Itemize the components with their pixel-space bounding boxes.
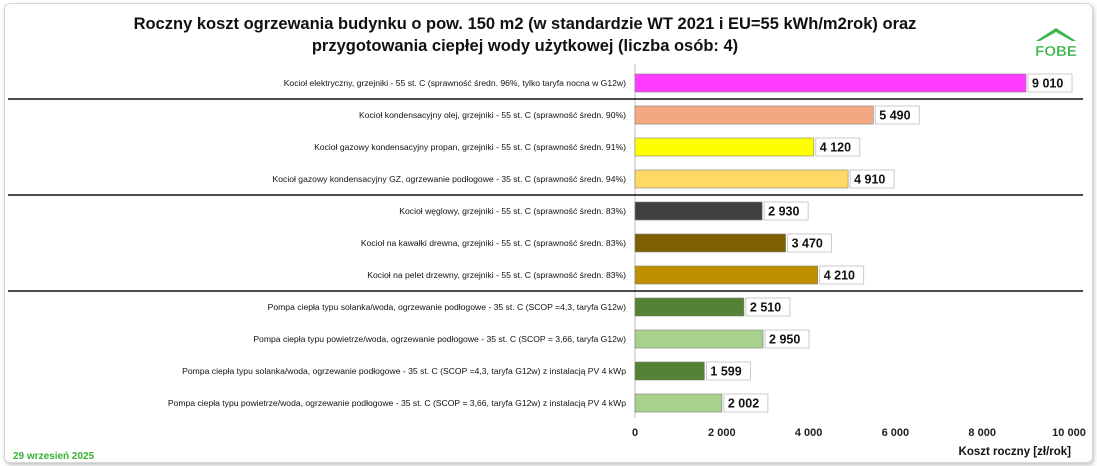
bar <box>635 74 1026 92</box>
category-label: Kocioł węglowy, grzejniki - 55 st. C (sprawność średn. 83%) <box>399 206 626 216</box>
data-label: 2 510 <box>749 300 782 315</box>
chart-title-line-1: Roczny koszt ogrzewania budynku o pow. 150 m2 (w standardzie WT 2021 i EU=55 kWh/m2rok) oraz <box>133 15 917 33</box>
data-label: 9 010 <box>1032 76 1064 91</box>
bar <box>635 362 704 380</box>
category-label: Kocioł elektryczny, grzejniki - 55 st. C (sprawność średn. 96%, tylko taryfa nocna w G12w) <box>283 78 626 88</box>
x-tick-label: 10 000 <box>1052 427 1086 439</box>
data-label: 5 490 <box>879 108 911 123</box>
x-tick-label: 0 <box>631 427 639 439</box>
x-tick-label: 8 000 <box>968 427 996 439</box>
bar <box>635 234 786 252</box>
category-label: Pompa ciepła typu powietrze/woda, ogrzewanie podłogowe - 35 st. C (SCOP = 3,66, taryfa G12w) <box>253 334 626 344</box>
category-label: Pompa ciepła typu powietrze/woda, ogrzewanie podłogowe - 35 st. C (SCOP = 3,66, taryfa G12w) z instalacją PV 4 kWp <box>167 398 626 408</box>
category-label: Kocioł gazowy kondensacyjny GZ, ogrzewanie podłogowe - 35 st. C (sprawność średn. 94%) <box>272 174 626 184</box>
bar <box>635 170 848 188</box>
bar <box>635 266 818 284</box>
category-label: Pompa ciepła typu solanka/woda, ogrzewanie podłogowe - 35 st. C (SCOP =4,3, taryfa G12w) <box>267 302 626 312</box>
x-tick-label: 6 000 <box>881 427 910 439</box>
data-label: 1 599 <box>710 364 742 379</box>
bar <box>635 298 744 316</box>
bar <box>635 330 763 348</box>
data-label: 4 120 <box>819 140 852 155</box>
data-label: 2 930 <box>768 204 800 219</box>
category-label: Kocioł na pelet drzewny, grzejniki - 55 st. C (sprawność średn. 83%) <box>367 270 626 280</box>
data-label: 4 210 <box>823 268 855 283</box>
category-label: Kocioł kondensacyjny olej, grzejniki - 55 st. C (sprawność średn. 90%) <box>358 110 626 120</box>
data-label: 2 950 <box>769 332 801 347</box>
x-tick-label: 4 000 <box>794 427 823 439</box>
bar <box>635 202 762 220</box>
data-label: 2 002 <box>727 396 760 411</box>
data-label: 3 470 <box>791 236 823 251</box>
category-label: Pompa ciepła typu solanka/woda, ogrzewanie podłogowe - 35 st. C (SCOP =4,3, taryfa G12w) z instalacją PV 4 kWp <box>182 366 626 376</box>
category-label: Kocioł na kawałki drewna, grzejniki - 55 st. C (sprawność średn. 83%) <box>360 238 626 248</box>
x-axis-label: Koszt roczny [zł/rok] <box>958 446 1071 458</box>
bar <box>635 138 814 156</box>
bar <box>635 394 722 412</box>
svg-text:FOBE: FOBE <box>1035 43 1077 60</box>
data-label: 4 910 <box>854 172 886 187</box>
date-label: 29 wrzesień 2025 <box>13 451 95 462</box>
chart-title-line-2: przygotowania ciepłej wody użytkowej (liczba osób: 4) <box>311 37 739 55</box>
bar <box>635 106 873 124</box>
category-label: Kocioł gazowy kondensacyjny propan, grzejniki - 55 st. C (sprawność średn. 91%) <box>314 142 626 152</box>
x-tick-label: 2 000 <box>708 427 736 439</box>
